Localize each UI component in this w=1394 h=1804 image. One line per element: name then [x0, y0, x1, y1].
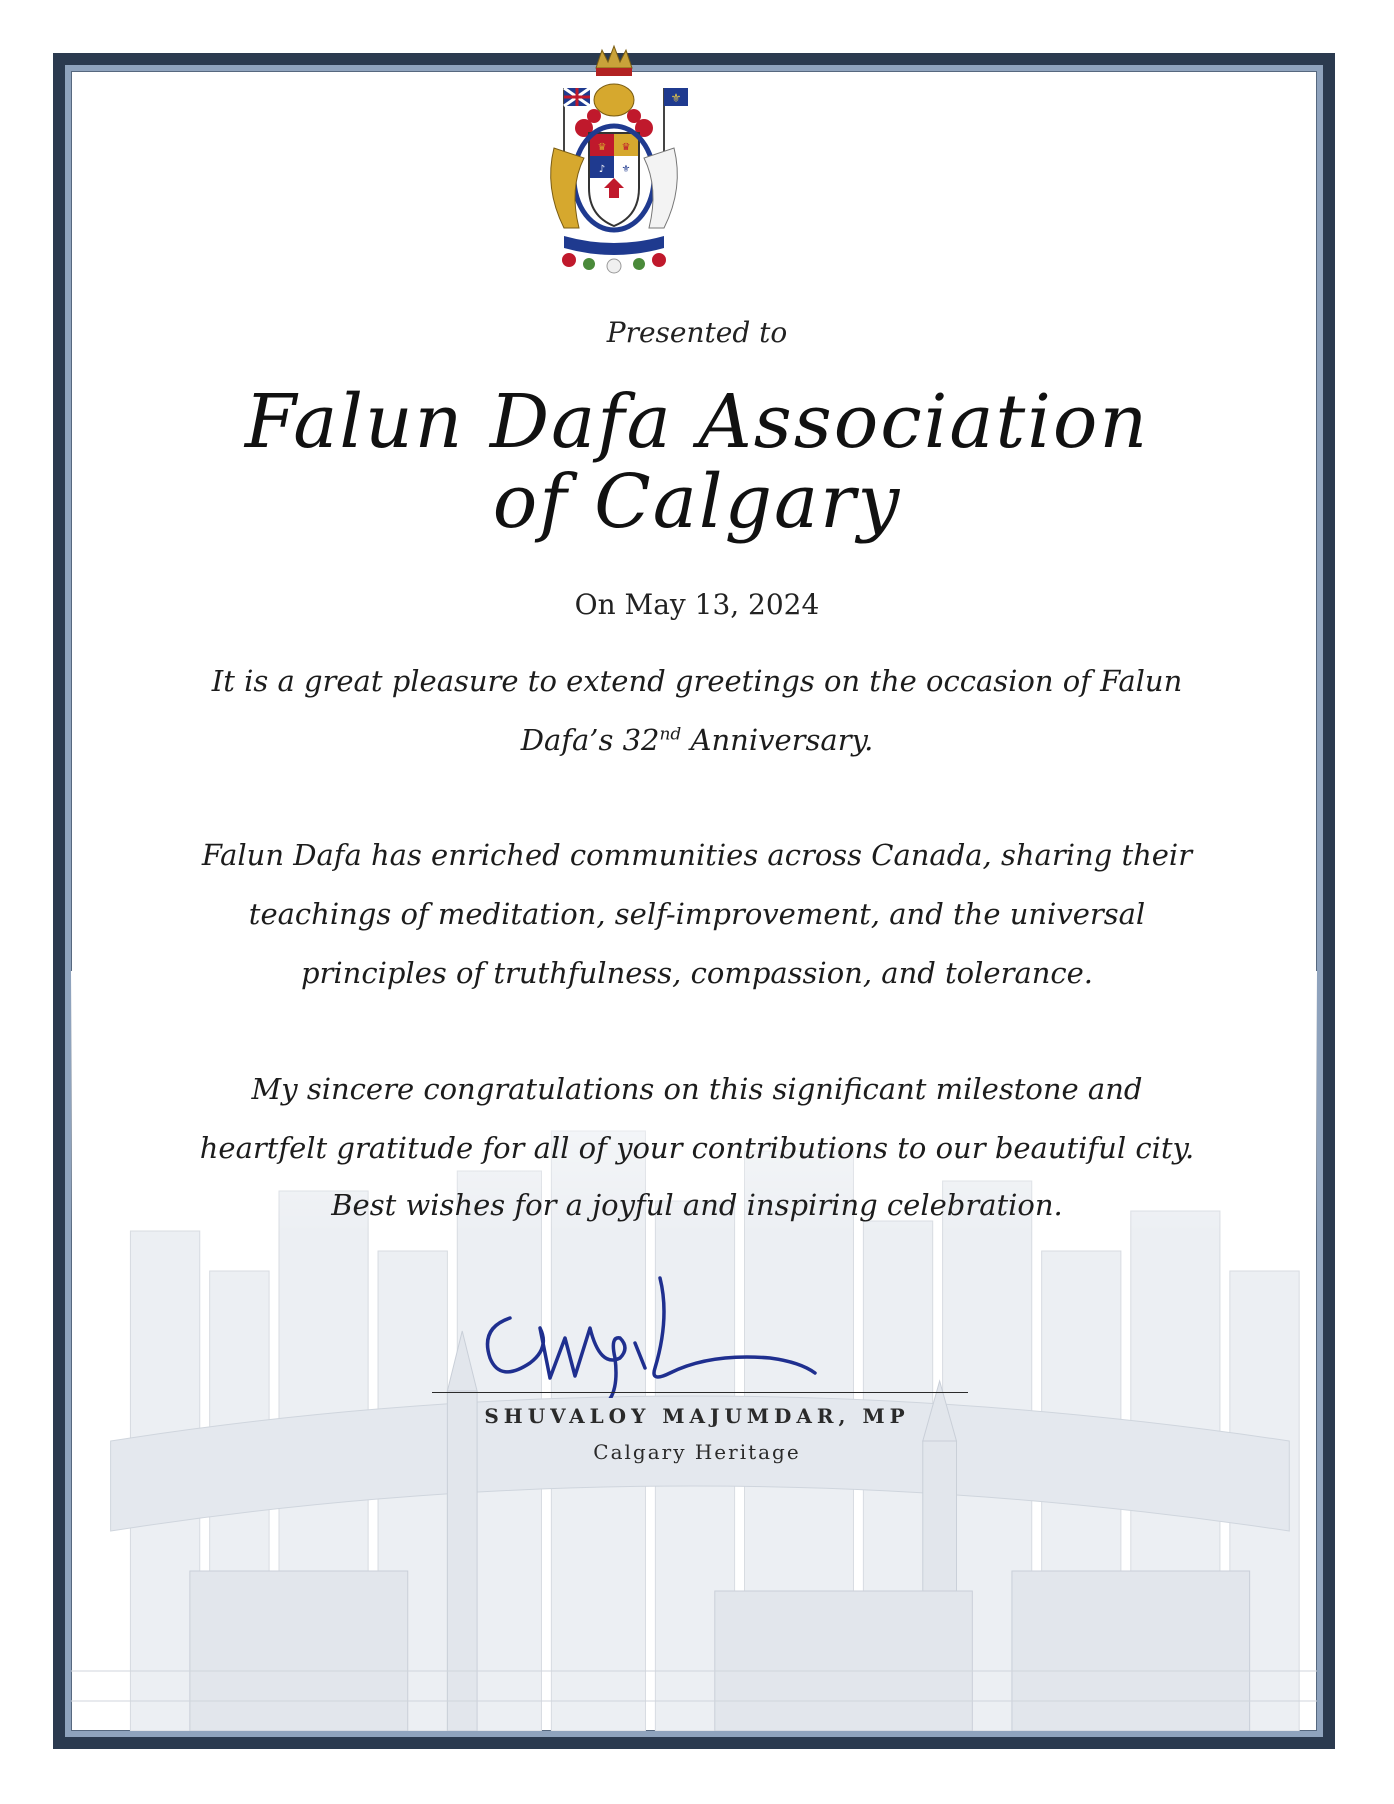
signature-line	[432, 1392, 968, 1393]
recipient-line-2: of Calgary	[492, 459, 902, 545]
community-line-2: teachings of meditation, self-improvement, and the universal	[248, 897, 1146, 931]
svg-text:♛: ♛	[597, 142, 607, 153]
ordinal-suffix: nd	[659, 724, 682, 745]
signature-mark	[470, 1258, 850, 1398]
recipient-line-1: Falun Dafa Association	[244, 379, 1150, 465]
signer-name: SHUVALOY MAJUMDAR, MP	[484, 1404, 910, 1428]
community-paragraph	[130, 826, 1264, 1003]
closing-paragraph: Best wishes for a joyful and inspiring celebration.	[331, 1188, 1063, 1222]
svg-text:⚜: ⚜	[670, 91, 682, 105]
recipient-name	[0, 379, 1394, 545]
community-line-3: principles of truthfulness, compassion, and tolerance.	[300, 956, 1094, 990]
congratulations-line-1: My sincere congratulations on this significant milestone and	[251, 1072, 1143, 1106]
coat-of-arms-icon	[534, 38, 694, 276]
svg-text:♛: ♛	[621, 142, 631, 153]
community-line-1: Falun Dafa has enriched communities across Canada, sharing their	[201, 838, 1193, 872]
presented-label: Presented to	[606, 316, 788, 349]
certificate-date: On May 13, 2024	[574, 588, 820, 621]
congratulations-line-2: heartfelt gratitude for all of your contributions to our beautiful city.	[199, 1131, 1195, 1165]
greeting-line-1: It is a great pleasure to extend greetings on the occasion of Falun	[211, 664, 1183, 698]
signer-riding: Calgary Heritage	[593, 1440, 801, 1464]
congratulations-paragraph	[130, 1060, 1264, 1178]
greeting-line-2	[130, 711, 1264, 770]
greeting-line-2-start: Dafa’s 32	[520, 723, 660, 757]
svg-text:♪: ♪	[598, 164, 606, 175]
greeting-line-2-end: Anniversary.	[681, 723, 874, 757]
svg-text:⚜: ⚜	[621, 164, 631, 175]
greeting-paragraph	[130, 652, 1264, 770]
